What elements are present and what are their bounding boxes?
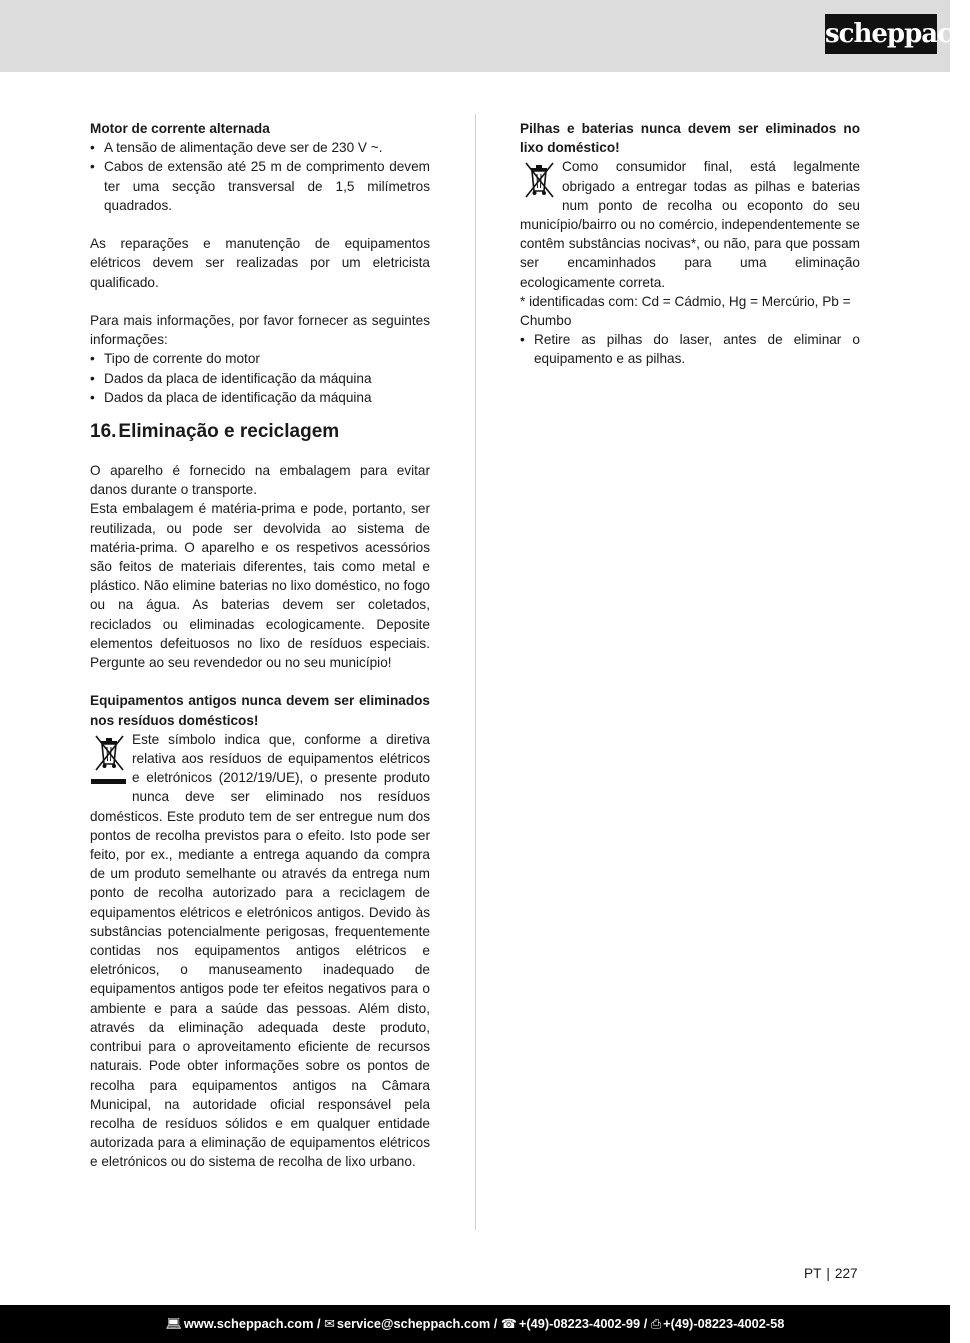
list-item: • Cabos de extensão até 25 m de comprimento devem ter uma secção transversal de 1,5 milímetros quadrados. (90, 157, 430, 215)
header-bar (0, 0, 970, 72)
section-title: Eliminação e reciclagem (118, 421, 340, 443)
page-number (804, 1264, 858, 1283)
left-column (90, 119, 430, 1172)
footer-separator: / (313, 1316, 325, 1331)
list-item: • A tensão de alimentação deve ser de 230 V ~. (90, 138, 430, 157)
list-item: • Retire as pilhas do laser, antes de eliminar o equipamento e as pilhas. (520, 330, 860, 368)
battery-block (520, 157, 860, 291)
motor-bullet-list (90, 138, 430, 215)
recycling-paragraph: Esta embalagem é matéria-prima e pode, portanto, ser reutilizada, ou pode ser devolvida ao sistema de matéria-prima. O aparelho e os respetivos acessórios são feitos de materiais diferentes, tais como metal e plástico. Não elimine baterias no lixo doméstico, no fogo ou na água. As baterias devem ser coletados, reciclados ou eliminadas ecologicamente. Deposite elementos defeituosos no lixo de resíduos especiais. Pergunte ao seu revendedor ou no seu município! (90, 501, 430, 671)
battery-bullet-list (520, 330, 860, 368)
packaging-paragraph: O aparelho é fornecido na embalagem para evitar danos durante o transporte. (90, 463, 430, 498)
footer-separator: / (490, 1316, 501, 1331)
motor-heading: Motor de corrente alternada (90, 121, 270, 136)
battery-paragraph: Como consumidor final, está legalmente obrigado a entregar todas as pilhas e baterias num ponto de recolha ou ecoponto do seu município/bairro ou no comércio, independentemente se contêm substâncias nocivas*, ou não, para que possam ser encaminhados para uma eliminação ecologicamente correta. (520, 159, 860, 290)
page-separator: | (826, 1266, 830, 1281)
battery-heading: Pilhas e baterias nunca devem ser eliminados no lixo doméstico! (520, 121, 860, 156)
computer-icon: 💻︎ (165, 1316, 182, 1331)
crossed-out-wheelie-bin-icon (520, 159, 558, 201)
fax-icon: ⎙ (650, 1316, 662, 1331)
weee-heading: Equipamentos antigos nunca devem ser eliminados nos resíduos domésticos! (90, 693, 430, 728)
repairs-paragraph: As reparações e manutenção de equipamentos elétricos devem ser realizadas por um eletricista qualificado. (90, 236, 430, 290)
footer-email[interactable]: service@scheppach.com (336, 1316, 491, 1331)
footer-website[interactable]: www.scheppach.com (183, 1316, 314, 1331)
footer-phone: +(49)-08223-4002-99 (518, 1316, 641, 1331)
right-column (520, 119, 860, 369)
weee-paragraph: Este símbolo indica que, conforme a diretiva relativa aos resíduos de equipamentos elétricos e eletrónicos (2012/19/UE), o presente produto nunca deve ser eliminado nos resíduos domésticos. Este produto tem de ser entregue num dos pontos de recolha previstos para o efeito. Isto pode ser feito, por ex., mediante a entrega aquando da compra de um produto semelhante ou através da entrega num ponto de recolha autorizado para a reciclagem de equipamentos elétricos e eletrónicos antigos. Devido às substâncias potencialmente perigosas, frequentemente contidas nos equipamentos antigos elétricos e eletrónicos, o manuseamento inadequado de equipamentos antigos pode ter efeitos negativos para o ambiente e para a saúde das pessoas. Além disto, através da eliminação adequada deste produto, contribui para o aproveitamento eficiente de recursos naturais. Pode obter informações sobre os pontos de recolha para equipamentos antigos na Câmara Municipal, na autoridade oficial responsável pela recolha de resíduos sólidos e em qualquer entidade autorizada para a eliminação de equipamentos elétricos e eletrónicos ou do sistema de recolha de lixo urbano. (90, 731, 430, 1170)
footnote: * identificadas com: Cd = Cádmio, Hg = Mercúrio, Pb = Chumbo (520, 293, 851, 329)
list-item: • Dados da placa de identificação da máquina (90, 388, 430, 407)
section-heading (90, 420, 430, 444)
email-icon: ✉︎ (324, 1316, 335, 1331)
phone-icon: ☎ (500, 1316, 517, 1331)
info-bullet-list (90, 349, 430, 407)
footer-bar (0, 1305, 950, 1343)
brand-logo: scheppach (825, 14, 937, 54)
list-item: • Tipo de corrente do motor (90, 349, 430, 368)
column-divider (475, 114, 476, 1230)
footer-separator: / (640, 1316, 651, 1331)
footer-fax: +(49)-08223-4002-58 (663, 1316, 785, 1331)
weee-block (90, 730, 430, 1172)
section-number: 16. (90, 421, 117, 443)
list-item: • Dados da placa de identificação da máquina (90, 369, 430, 388)
crossed-out-wheelie-bin-icon (90, 732, 128, 788)
page-number-value: 227 (834, 1266, 858, 1281)
info-paragraph: Para mais informações, por favor fornecer as seguintes informações: (90, 313, 430, 348)
page-language: PT (804, 1266, 822, 1281)
